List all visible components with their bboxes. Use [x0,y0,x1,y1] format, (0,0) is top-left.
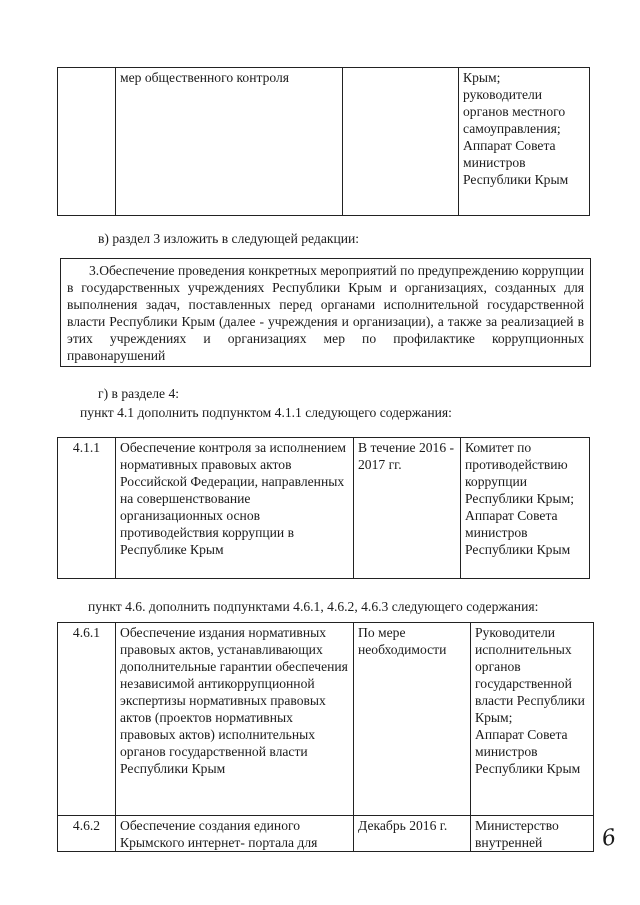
cell-number: 4.6.2 [58,816,116,852]
cell-measure: мер общественного контроля [116,68,343,216]
cell-number: 4.6.1 [58,623,116,816]
table-row [58,438,590,579]
cell-measure: Обеспечение издания нормативных правовых актов, устанавливающих дополнительные гарантии обеспечения независимой антикоррупционной экспертизы нормативных правовых актов (проектов нормативных правовых актов) исполнительных органов государственной власти Республики Крым [116,623,354,816]
handwritten-page-mark: 6 [599,824,619,853]
section-number: 3. [89,263,100,278]
cell-executor: Комитет по противодействию коррупции Республики Крым; Аппарат Совета министров Республики Крым [461,438,590,579]
table-4-1-1 [57,437,590,579]
paragraph-g: г) в разделе 4: [98,386,180,401]
cell-term: В течение 2016 - 2017 гг. [354,438,461,579]
cell-measure: Обеспечение создания единого Крымского интернет- портала для [116,816,354,852]
table-4-6 [57,622,594,852]
cell-executor: Крым; руководители органов местного самоуправления; Аппарат Совета министров Республики Крым [459,68,590,216]
table-continuation [57,67,590,216]
cell-term: Декабрь 2016 г. [354,816,471,852]
table-row [58,68,590,216]
section-3-box [60,258,591,367]
cell-term [343,68,459,216]
cell-measure: Обеспечение контроля за исполнением нормативных правовых актов Российской Федерации, направленных на совершенствование организационных основ противодействия коррупции в Республике Крым [116,438,354,579]
cell-term: По мере необходимости [354,623,471,816]
cell-executor: Министерство внутренней [471,816,594,852]
paragraph-4-6: пункт 4.6. дополнить подпунктами 4.6.1, 4.6.2, 4.6.3 следующего содержания: [88,599,539,614]
cell-number: 4.1.1 [58,438,116,579]
cell-executor: Руководители исполнительных органов государственной власти Республики Крым; Аппарат Совета министров Республики Крым [471,623,594,816]
section-text: Обеспечение проведения конкретных мероприятий по предупреждению коррупции в государственных учреждениях Республики Крым и организациях, созданных для выполнения задач, поставленных перед органами исполнительной государственной власти Республики Крым (далее - учреждения и организации), а также за реализацией в этих учреждениях и организациях мер по профилактике коррупционных правонарушений [67,263,584,363]
cell-number [58,68,116,216]
table-row [58,623,594,816]
table-row [58,816,594,852]
paragraph-v: в) раздел 3 изложить в следующей редакции: [98,231,360,246]
paragraph-4-1: пункт 4.1 дополнить подпунктом 4.1.1 следующего содержания: [80,405,452,420]
